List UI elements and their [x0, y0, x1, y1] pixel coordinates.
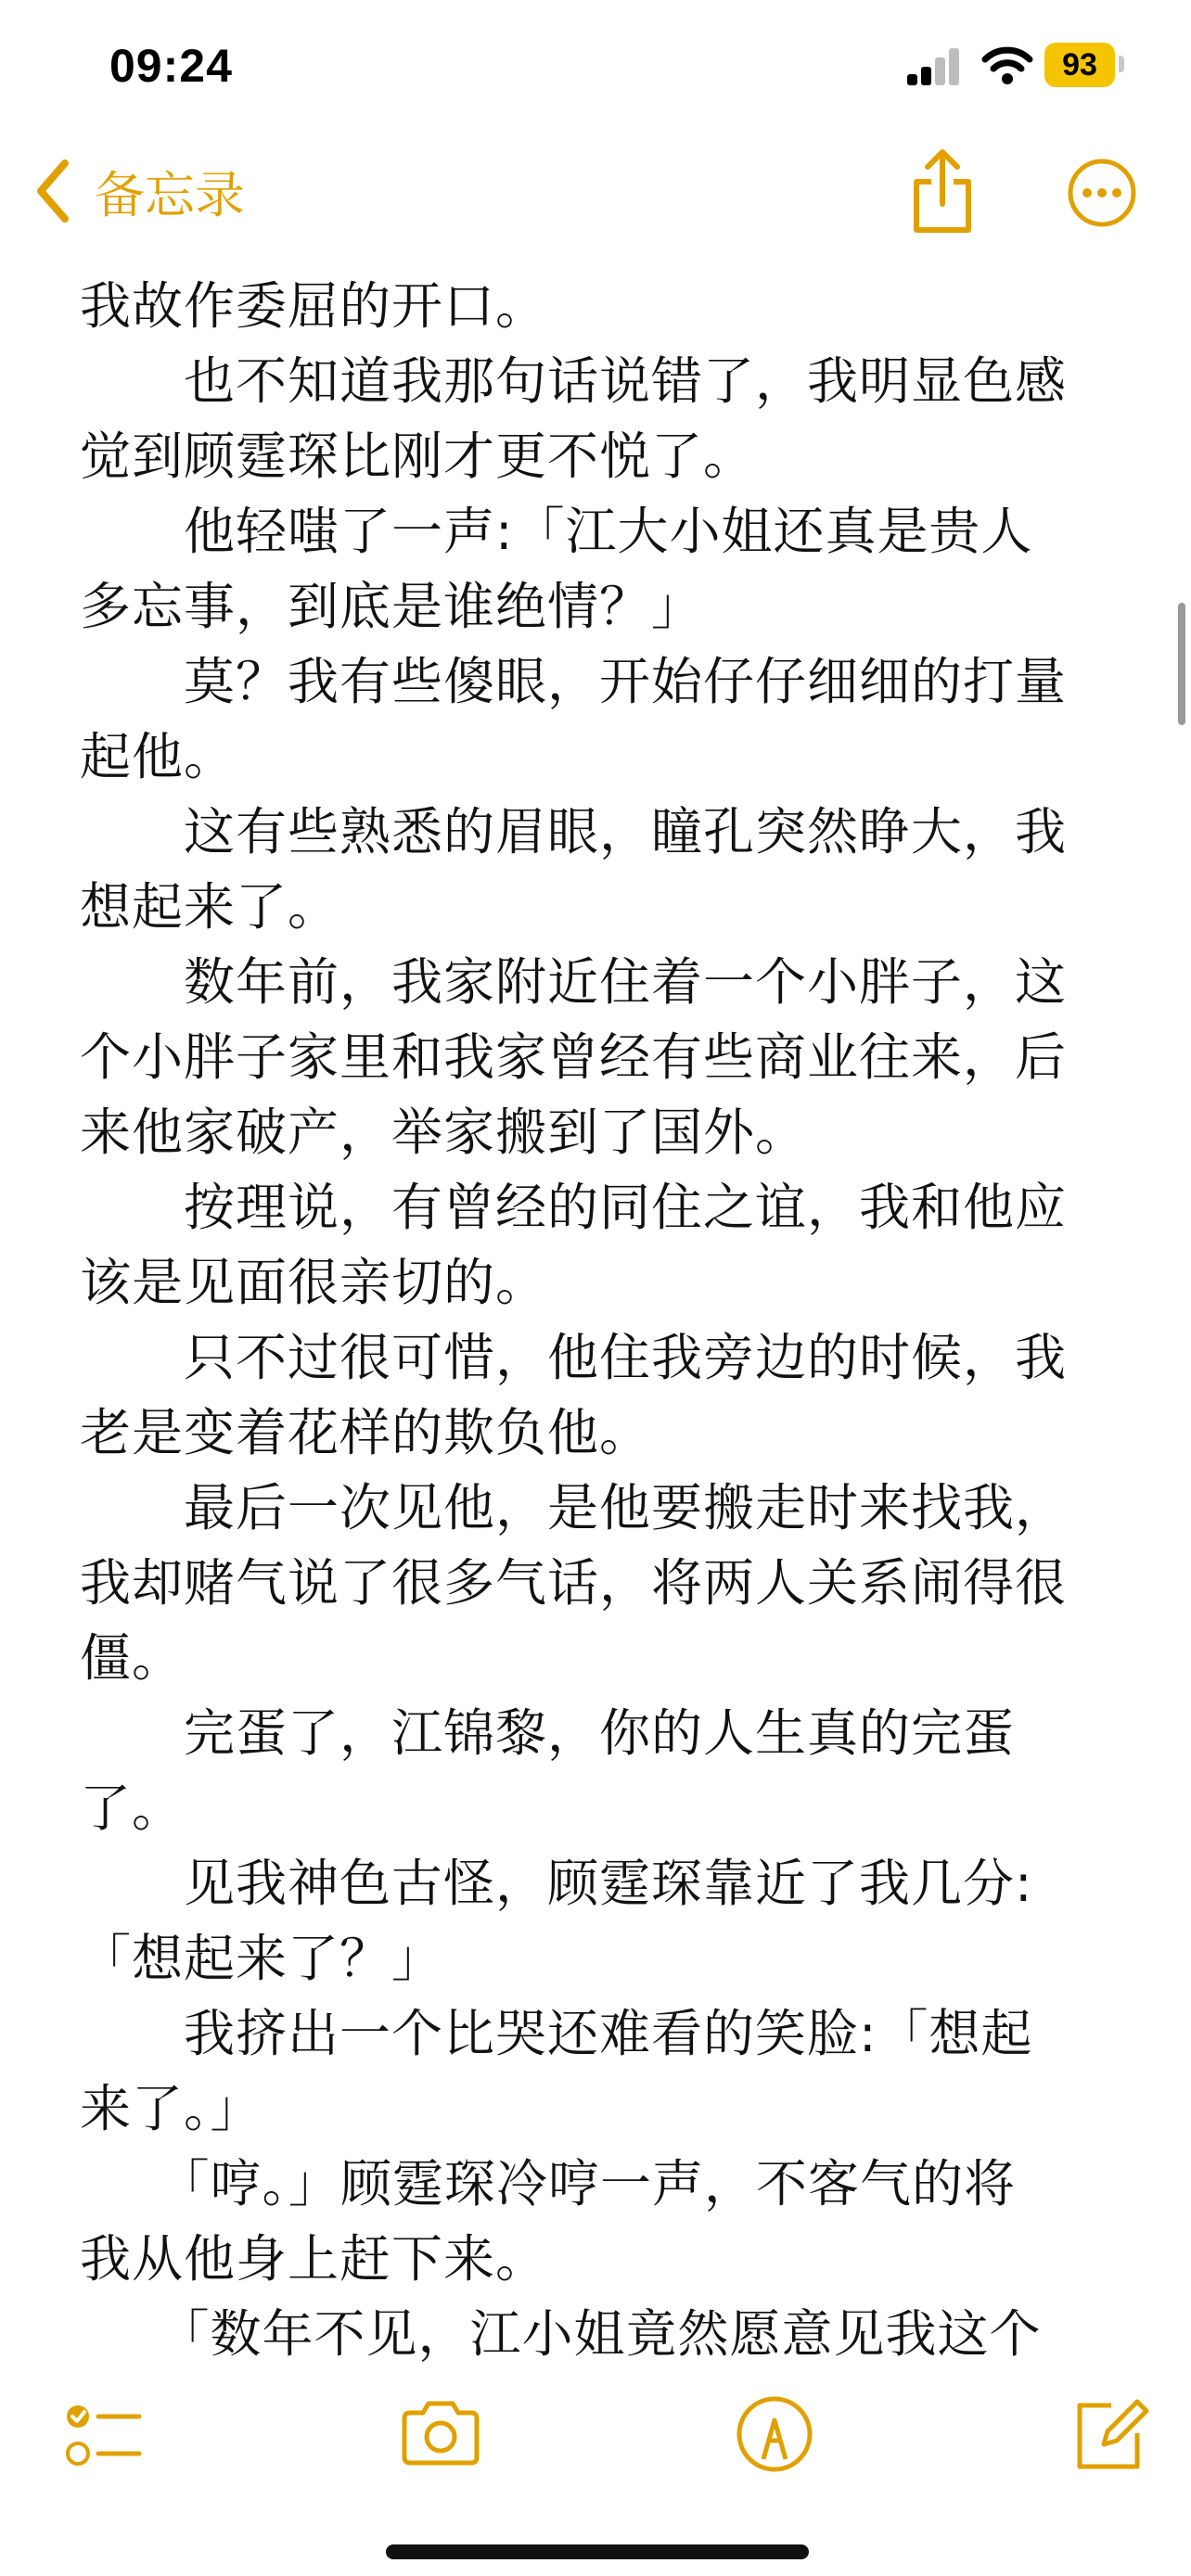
note-line: 僵。: [80, 1628, 185, 1688]
note-line: 我却赌气说了很多气话，将两人关系闹得很: [80, 1553, 1068, 1613]
note-line: 他轻嗤了一声:「江大小姐还真是贵人: [80, 502, 1033, 561]
note-line: 这有些熟悉的眉眼，瞳孔突然睁大，我: [80, 802, 1068, 861]
more-icon: [1067, 158, 1137, 228]
home-indicator[interactable]: [386, 2544, 809, 2559]
note-line: 个小胖子家里和我家曾经有些商业往来，后: [80, 1027, 1068, 1087]
checklist-button[interactable]: [61, 2392, 145, 2476]
navigation-bar: [0, 139, 1191, 250]
note-line: 来他家破产，举家搬到了国外。: [80, 1103, 808, 1162]
scroll-indicator[interactable]: [1178, 603, 1185, 725]
note-body[interactable]: [80, 269, 1119, 2372]
note-line: 多忘事，到底是谁绝情？」: [80, 577, 704, 636]
back-label: 备忘录: [95, 165, 245, 224]
checklist-icon: [61, 2392, 145, 2476]
share-button[interactable]: [907, 148, 978, 236]
compose-button[interactable]: [1067, 2392, 1150, 2476]
markup-button[interactable]: [733, 2392, 816, 2476]
note-line: 想起来了。: [80, 877, 340, 937]
note-line: 老是变着花样的欺负他。: [80, 1403, 652, 1462]
back-button[interactable]: [33, 154, 245, 228]
note-line: 该是见面很亲切的。: [80, 1253, 548, 1312]
share-icon: [907, 148, 978, 236]
status-time: 09:24: [109, 40, 233, 92]
note-line: 只不过很可惜，他住我旁边的时候，我: [80, 1328, 1068, 1387]
note-line: 起他。: [80, 727, 237, 786]
bottom-toolbar: [0, 2374, 1191, 2504]
camera-icon: [399, 2392, 482, 2476]
note-line: 来了。」: [80, 2079, 263, 2138]
note-line: 我挤出一个比哭还难看的笑脸:「想起: [80, 2004, 1033, 2063]
note-line: 见我神色古怪，顾霆琛靠近了我几分:: [80, 1854, 1033, 1913]
compose-icon: [1067, 2392, 1150, 2476]
note-line: 数年前，我家附近住着一个小胖子，这: [80, 952, 1068, 1012]
camera-button[interactable]: [399, 2392, 482, 2476]
note-line: 完蛋了，江锦黎，你的人生真的完蛋: [80, 1703, 1016, 1763]
cellular-signal-icon: [907, 48, 961, 85]
markup-icon: [733, 2392, 816, 2476]
status-bar: [0, 0, 1191, 139]
note-line: 「想起来了？」: [80, 1929, 444, 1988]
battery-tip: [1119, 56, 1124, 72]
note-line: 我从他身上赶下来。: [80, 2229, 548, 2289]
note-line: 觉到顾霆琛比刚才更不悦了。: [80, 427, 756, 486]
note-line: 了。: [80, 1779, 185, 1838]
battery-icon: 93: [1044, 43, 1115, 87]
chevron-left-icon: [33, 158, 74, 224]
note-line: 最后一次见他，是他要搬走时来找我，: [80, 1478, 1068, 1537]
note-line: 「数年不见，江小姐竟然愿意见我这个: [80, 2304, 1042, 2364]
note-line: 「哼。」顾霆琛冷哼一声，不客气的将: [80, 2154, 1017, 2213]
wifi-icon: [981, 45, 1033, 85]
note-line: 也不知道我那句话说错了，我明显色感: [80, 351, 1068, 411]
note-line: 我故作委屈的开口。: [80, 276, 548, 336]
note-line: 按理说，有曾经的同住之谊，我和他应: [80, 1178, 1068, 1237]
more-button[interactable]: [1067, 158, 1137, 228]
note-line: 莫？我有些傻眼，开始仔仔细细的打量: [80, 652, 1068, 711]
